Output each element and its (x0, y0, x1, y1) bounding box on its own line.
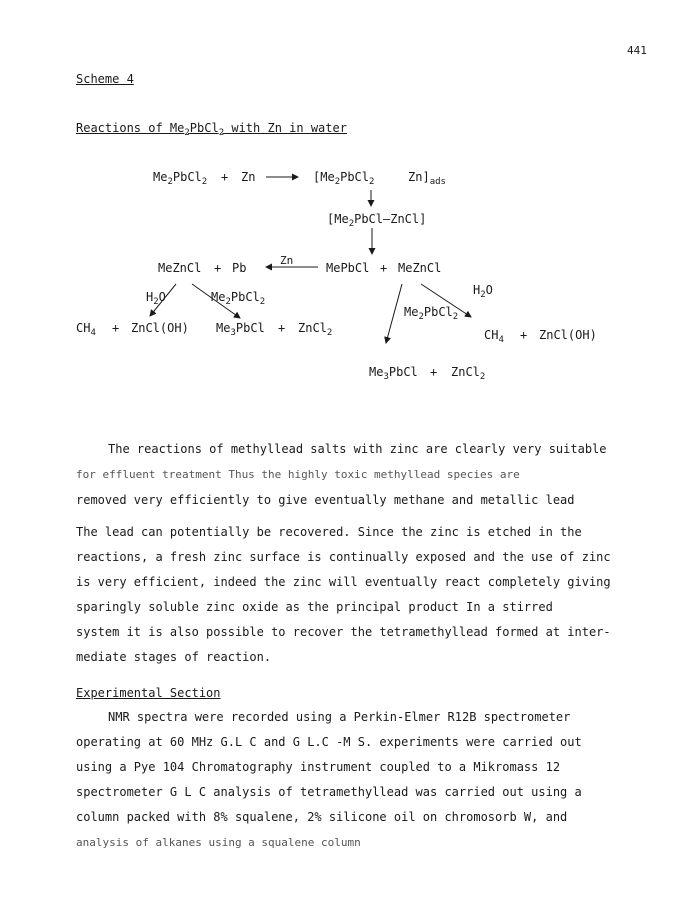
body-line: spectrometer G L C analysis of tetramethyllead was carried out using a (76, 785, 582, 799)
body-line: analysis of alkanes using a squalene column (76, 836, 361, 849)
adsorbed-complex: [$Me_2PbCl_2$ (313, 170, 375, 187)
product-zncloh-right: ZnCl(OH) (539, 328, 597, 342)
body-line: operating at 60 MHz G.L C and G L.C -M S. experiments were carried out (76, 735, 582, 749)
product-me3pbcl-left: $Me_3PbCl$ (216, 321, 265, 338)
scheme-heading: Scheme 4 (76, 72, 134, 86)
body-line: using a Pye 104 Chromatography instrument coupled to a Mikromass 12 (76, 760, 561, 774)
plus-sign: + (430, 365, 438, 379)
left-me2pbcl2-label: $Me_2PbCl_2$ (211, 290, 266, 307)
zinc-adsorbed: $Zn]_{ads}$ (408, 170, 446, 187)
body-line: The reactions of methyllead salts with zinc are clearly very suitable (108, 442, 607, 456)
plus-sign: + (112, 321, 120, 335)
scheme-title: Reactions of $Me_2PbCl_2$ with Zn in water (76, 121, 347, 138)
product-pb: Pb (232, 261, 247, 275)
body-line: NMR spectra were recorded using a Perkin-Elmer R12B spectrometer (108, 710, 571, 724)
product-meznCl: MeZnCl (158, 261, 202, 275)
plus-sign: + (380, 261, 388, 275)
plus-sign: + (214, 261, 222, 275)
body-line: is very efficient, indeed the zinc will eventually react completely giving (76, 575, 611, 589)
body-line: sparingly soluble zinc oxide as the principal product In a stirred (76, 600, 553, 614)
body-line: mediate stages of reaction. (76, 650, 272, 664)
body-line: system it is also possible to recover the tetramethyllead formed at inter- (76, 625, 611, 639)
product-me3pbcl-right: $Me_3PbCl$ (369, 365, 418, 382)
product-ch4-left: $CH_4$ (76, 321, 96, 338)
right-me2pbcl2-label: $Me_2PbCl_2$ (404, 305, 459, 322)
body-line: column packed with 8% squalene, 2% silicone oil on chromosorb W, and (76, 810, 568, 824)
intermediate-complex: $[Me_2PbCl—ZnCl]$ (327, 212, 427, 229)
product-zncloh-left: ZnCl(OH) (131, 321, 189, 335)
reactant-me2pbcl2: $Me_2PbCl_2$ (153, 170, 208, 187)
page-number: 441 (627, 44, 647, 57)
plus-sign: + (520, 328, 528, 342)
right-h2o-label: $H_2O$ (473, 283, 493, 300)
arrow-right-down (386, 284, 402, 343)
body-line: removed very efficiently to give eventually methane and metallic lead (76, 493, 575, 507)
body-line: reactions, a fresh zinc surface is continually exposed and the use of zinc (76, 550, 611, 564)
product-ch4-right: $CH_4$ (484, 328, 504, 345)
plus-sign: + (278, 321, 286, 335)
product-zncl2-right: ZnCl$_2$ (451, 365, 486, 382)
body-line: The lead can potentially be recovered. Since the zinc is etched in the (76, 525, 582, 539)
product-meznCl-right: MeZnCl (398, 261, 442, 275)
product-zncl2-left: ZnCl$_2$ (298, 321, 333, 338)
section-heading: Experimental Section (76, 686, 221, 700)
product-mepbcl: MePbCl (326, 261, 370, 275)
body-line: for effluent treatment Thus the highly toxic methyllead species are (76, 468, 520, 481)
left-h2o-label: $H_2O$ (146, 290, 166, 307)
plus-sign: + (221, 170, 229, 184)
zinc-reagent: Zn (241, 170, 256, 184)
arrow-label-zn: Zn (280, 254, 294, 267)
